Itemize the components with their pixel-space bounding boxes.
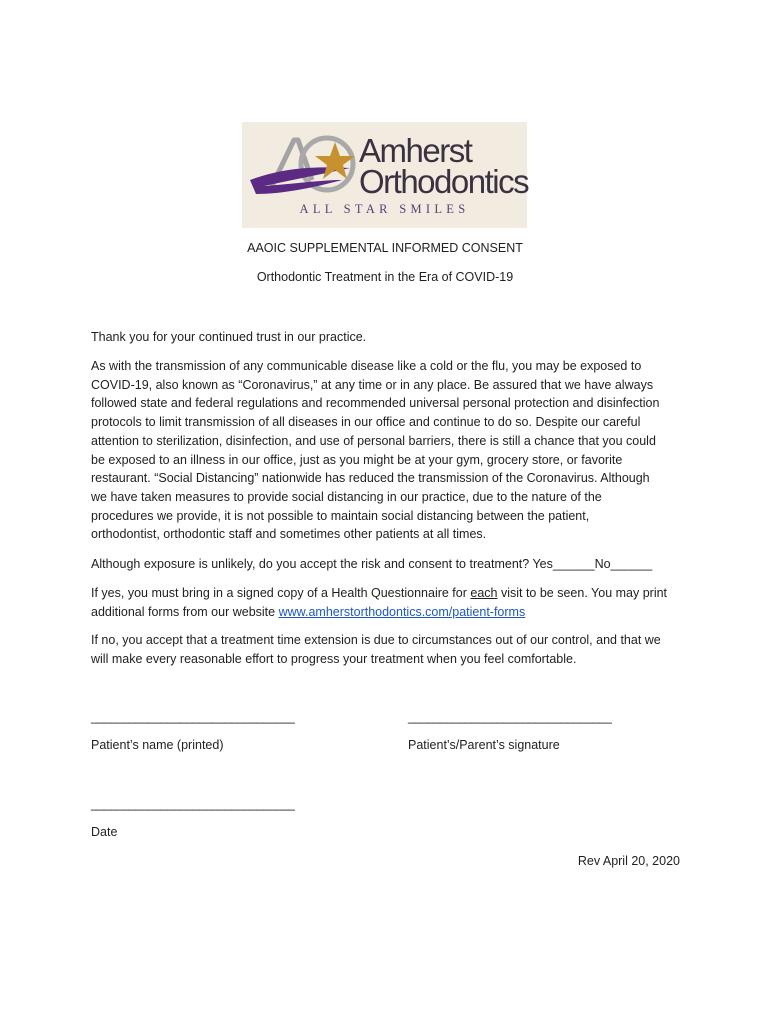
date-label: Date: [91, 825, 118, 839]
if-yes-text-start: If yes, you must bring in a signed copy of a Health Questionnaire for: [91, 586, 471, 600]
logo-word-amherst: Amherst: [359, 132, 472, 169]
amherst-orthodontics-logo: [242, 122, 527, 228]
if-no-line-2: will make every reasonable effort to progress your treatment when you feel comfortable.: [91, 651, 577, 666]
paragraph-line: we have taken measures to provide social distancing in our practice, due to the nature of the: [91, 489, 602, 504]
if-yes-text-end: visit to be seen. You may print: [497, 586, 668, 600]
if-yes-line-1: [91, 584, 685, 603]
paragraph-line: followed state and federal regulations and recommended universal personal protection and disinfection: [91, 396, 660, 411]
patient-forms-link[interactable]: www.amherstorthodontics.com/patient-forms: [278, 604, 526, 619]
paragraph-line: COVID-19, also known as “Coronavirus,” at any time or in any place. Be assured that we have always: [91, 377, 654, 392]
document-subtitle: Orthodontic Treatment in the Era of COVID-19: [256, 270, 514, 284]
if-yes-line-2: [91, 603, 685, 622]
patient-name-label: Patient’s name (printed): [91, 738, 224, 752]
additional-forms-text: additional forms from our website: [91, 604, 279, 619]
signature-label: Patient’s/Parent’s signature: [408, 738, 560, 752]
paragraph-line: procedures we provide, it is not possible to maintain social distancing between the patient,: [91, 508, 590, 523]
greeting-line: Thank you for your continued trust in our practice.: [91, 330, 367, 344]
paragraph-line: orthodontist, orthodontic staff and sometimes other patients at all times.: [91, 527, 487, 542]
revision-date: Rev April 20, 2020: [577, 854, 680, 868]
patient-name-blank[interactable]: ________________________________: [91, 710, 295, 724]
logo-word-orthodontics: Orthodontics: [359, 163, 529, 200]
consent-question-text: Although exposure is unlikely, do you accept the risk and consent to treatment? Yes______No______: [91, 557, 653, 571]
each-emphasis: each: [470, 586, 498, 600]
logo-tagline: ALL STAR SMILES: [299, 202, 470, 216]
document-title: AAOIC SUPPLEMENTAL INFORMED CONSENT: [247, 241, 523, 255]
covid-paragraph: [91, 357, 685, 544]
paragraph-line: As with the transmission of any communicable disease like a cold or the flu, you may be exposed to: [91, 359, 642, 373]
greeting-text: [91, 328, 685, 347]
paragraph-line: be exposed to an illness in our office, just as you might be at your gym, grocery store, or favorite: [91, 452, 623, 467]
paragraph-line: attention to sterilization, disinfection, and use of personal barriers, there is still a chance that you could: [91, 433, 656, 448]
paragraph-line: protocols to limit transmission of all diseases in our office and continue to do so. Despite our careful: [91, 415, 641, 430]
if-no-paragraph: [91, 631, 685, 668]
consent-question: [91, 555, 685, 574]
if-yes-paragraph: [91, 584, 685, 621]
if-no-line-1: If no, you accept that a treatment time extension is due to circumstances out of our control, and that we: [91, 633, 661, 647]
signature-blank[interactable]: ________________________________: [408, 710, 612, 724]
date-blank[interactable]: ________________________________: [91, 797, 295, 811]
paragraph-line: restaurant. “Social Distancing” nationwide has reduced the transmission of the Coronavirus. Although: [91, 471, 650, 486]
